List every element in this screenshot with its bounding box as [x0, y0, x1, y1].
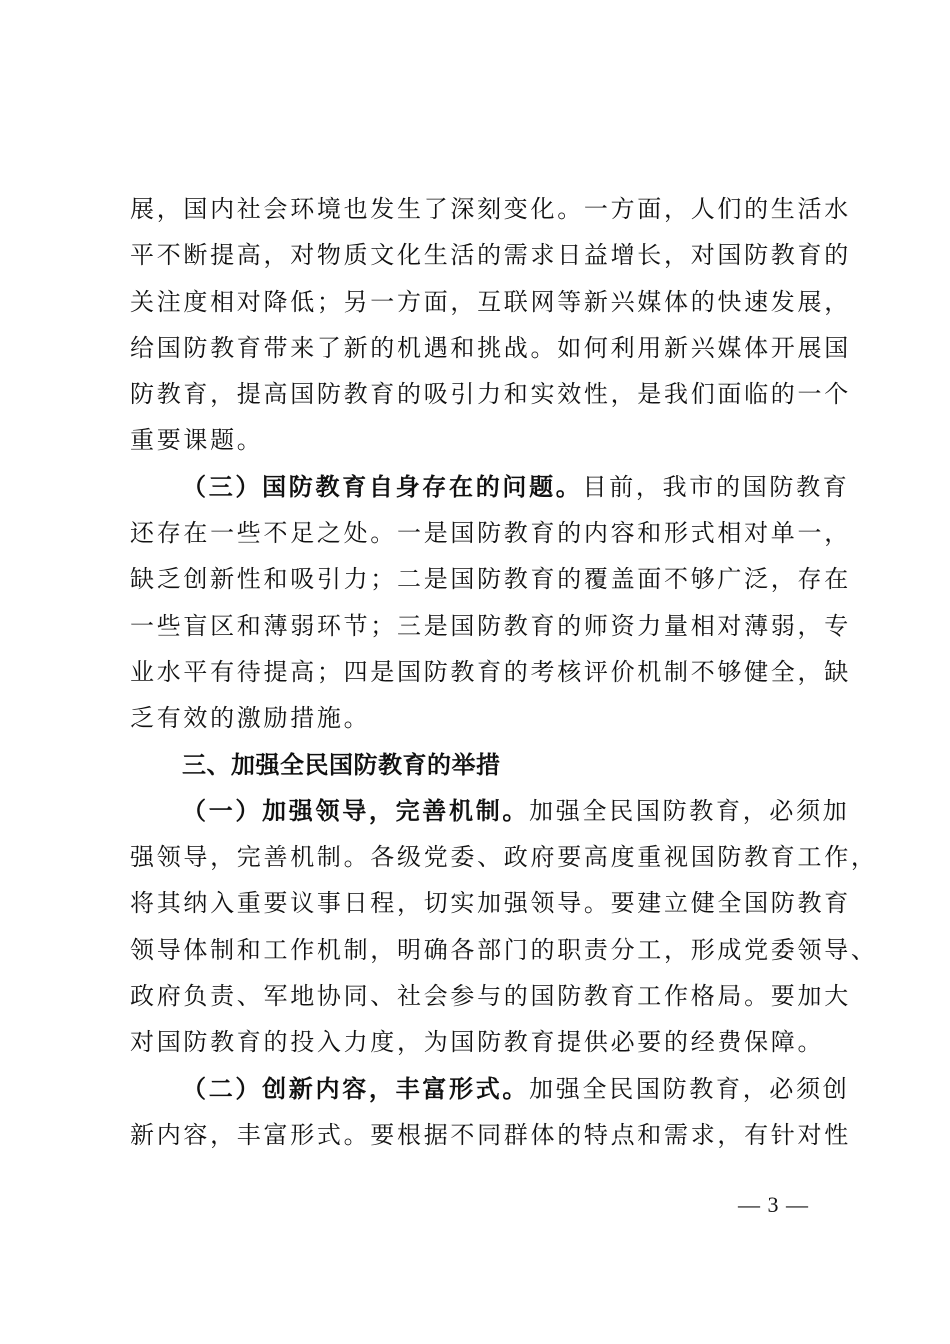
text-line: 防教育，提高国防教育的吸引力和实效性，是我们面临的一个 — [130, 380, 851, 409]
text-line: 展，国内社会环境也发生了深刻变化。一方面，人们的生活水 — [130, 195, 851, 223]
text-line-first — [130, 464, 850, 510]
text-line: 还存在一些不足之处。一是国防教育的内容和形式相对单一， — [130, 519, 851, 548]
text-line: 领导体制和工作机制，明确各部门的职责分工，形成党委领导、 — [130, 935, 878, 964]
paragraph-1 — [130, 186, 851, 464]
text-line: 业水平有待提高；四是国防教育的考核评价机制不够健全，缺 — [130, 657, 851, 686]
text-line: 给国防教育带来了新的机遇和挑战。如何利用新兴媒体开展国 — [130, 333, 851, 362]
paragraph-lead: （二）创新内容，丰富形式。 — [182, 1073, 530, 1103]
text-line: 关注度相对降低；另一方面，互联网等新兴媒体的快速发展， — [130, 287, 851, 316]
paragraph-lead: （三）国防教育自身存在的问题。 — [182, 471, 583, 501]
text-line: 新内容，丰富形式。要根据不同群体的特点和需求，有针对性 — [130, 1120, 851, 1149]
paragraph-lead: （一）加强领导，完善机制。 — [182, 795, 530, 825]
paragraph-3 — [130, 788, 878, 1066]
text-line-first — [130, 788, 850, 834]
text-line: 缺乏创新性和吸引力；二是国防教育的覆盖面不够广泛，存在 — [130, 565, 851, 594]
text-line: 对国防教育的投入力度，为国防教育提供必要的经费保障。 — [130, 1028, 825, 1057]
text-line: 政府负责、军地协同、社会参与的国防教育工作格局。要加大 — [130, 982, 851, 1011]
text-line: 将其纳入重要议事日程，切实加强领导。要建立健全国防教育 — [130, 889, 851, 918]
text-line: 平不断提高，对物质文化生活的需求日益增长，对国防教育的 — [130, 241, 851, 270]
paragraph-text: 目前，我市的国防教育 — [582, 472, 850, 501]
text-line: 强领导，完善机制。各级党委、政府要高度重视国防教育工作， — [130, 843, 878, 872]
text-line: 一些盲区和薄弱环节；三是国防教育的师资力量相对薄弱，专 — [130, 611, 851, 640]
text-line: 重要课题。 — [130, 426, 264, 455]
paragraph-4 — [130, 1066, 851, 1159]
paragraph-text: 加强全民国防教育，必须创 — [529, 1074, 850, 1103]
paragraph-2 — [130, 464, 851, 742]
section-heading: 三、加强全民国防教育的举措 — [182, 750, 501, 779]
document-body — [130, 186, 878, 1158]
page-number: — 3 — — [738, 1192, 809, 1217]
paragraph-text: 加强全民国防教育，必须加 — [529, 796, 850, 825]
text-line-first — [130, 1066, 850, 1112]
text-line: 乏有效的激励措施。 — [130, 704, 371, 733]
